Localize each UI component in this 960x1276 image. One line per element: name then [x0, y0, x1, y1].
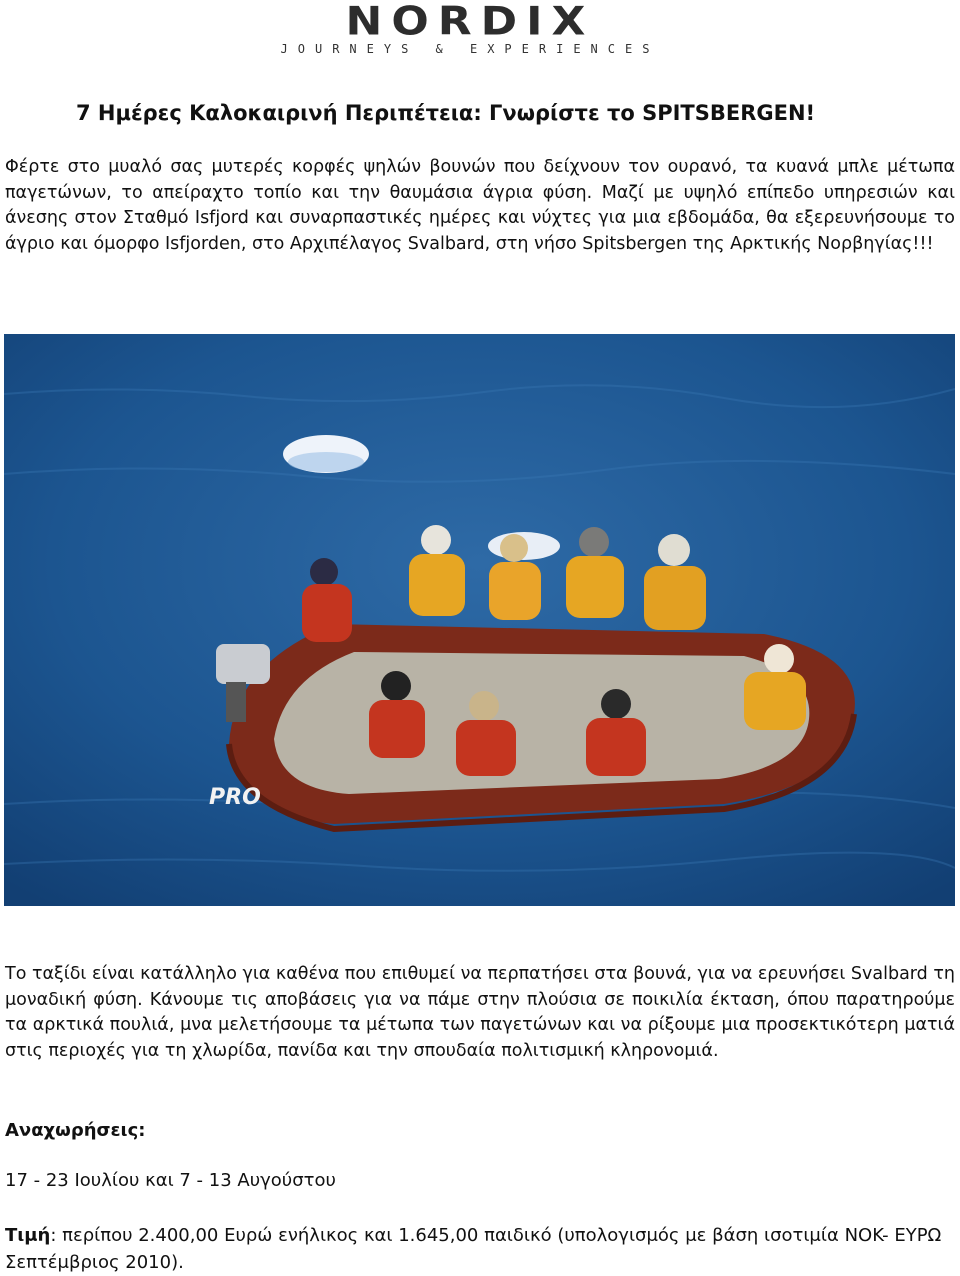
price-text: : περίπου 2.400,00 Ευρώ ενήλικος και 1.645,00 παιδικό (υπολογισμός με βάση ισοτιμία NOK- ΕΥΡΩ Σεπτέμβριος 2010).: [5, 1225, 942, 1273]
brand-logo: [240, 0, 700, 56]
departures-heading: Αναχωρήσεις:: [5, 1120, 146, 1141]
tour-photo: [4, 334, 955, 906]
boat-brand-text: PRO: [209, 785, 261, 810]
price-info: [5, 1222, 945, 1276]
zodiac-boat-photo: [4, 334, 955, 906]
departure-dates: 17 - 23 Ιουλίου και 7 - 13 Αυγούστου: [5, 1170, 336, 1191]
price-label: Τιμή: [5, 1225, 51, 1246]
intro-paragraph: Φέρτε στο μυαλό σας μυτερές κορφές ψηλών βουνών που δείχνουν τον ουρανό, τα κυανά μπλε μέτωπα παγετώνων, το απείραχτο τοπίο και την θαυμάσια άγρια φύση. Μαζί με υψηλό επίπεδο υπηρεσιών και άνεσης στον Σταθμό Isfjord και συναρπαστικές ημέρες και νύχτες για μια εβδομάδα, θα εξερευνήσουμε το άγριο και όμορφο Isfjorden, στο Αρχιπέλαγος Svalbard, στη νήσο Spitsbergen της Αρκτικής Νορβηγίας!!!: [5, 157, 955, 254]
page-title: 7 Ημέρες Καλοκαιρινή Περιπέτεια: Γνωρίστε το SPITSBERGEN!: [76, 101, 816, 125]
logo-tagline: JOURNEYS & EXPERIENCES: [280, 42, 660, 56]
description-paragraph: Το ταξίδι είναι κατάλληλο για καθένα που επιθυμεί να περπατήσει στα βουνά, για να ερευνήσει Svalbard τη μοναδική φύση. Κάνουμε τις αποβάσεις για να πάμε στην πλούσια σε ποικιλία έκταση, όπου παρατηρούμε τα αρκτικά πουλιά, μνα μελετήσουμε τα μέτωπα των παγετώνων και να ρίξουμε μια προσεκτικότερη ματιά στις περιοχές για τη χλωρίδα, πανίδα και την σπουδαία πολιτισμική κληρονομιά.: [5, 964, 955, 1061]
logo-wordmark: NORDIX: [345, 0, 595, 45]
